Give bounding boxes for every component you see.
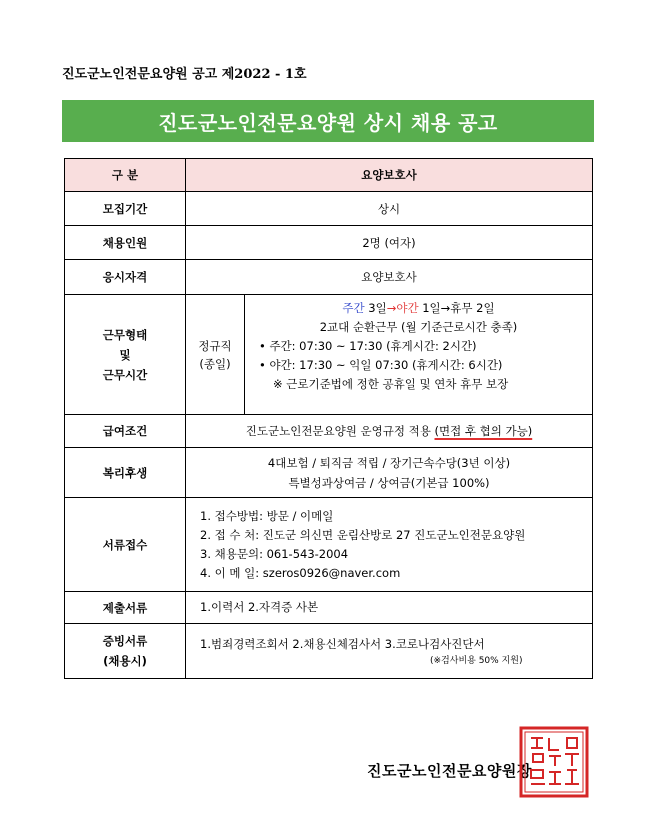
- qualification-value: 요양보호사: [186, 260, 593, 295]
- header-label: 구 분: [65, 159, 186, 192]
- application-method: 1. 접수방법: 방문 / 이메일: [200, 508, 334, 523]
- header-value: 요양보호사: [186, 159, 593, 192]
- day-count: 3일: [364, 301, 387, 315]
- day-hours-line: • 주간: 07:30 ~ 17:30 (휴게시간: 2시간): [259, 339, 477, 353]
- notice-number: 진도군노인전문요양원 공고 제2022 - 1호: [62, 67, 307, 82]
- holiday-note-line: ※ 근로기준법에 정한 공휴일 및 연차 휴무 보장: [273, 377, 509, 391]
- shift-line: 2교대 순환근무 (월 기준근로시간 충족): [319, 320, 518, 334]
- work-detail-cell: [186, 295, 593, 415]
- row-proof-docs: [65, 624, 593, 679]
- official-seal-icon: [519, 726, 589, 798]
- proof-docs-label-line-1: 증빙서류: [102, 634, 148, 648]
- salary-label: 급여조건: [65, 415, 186, 448]
- salary-value: [186, 415, 593, 448]
- work-label-line-2: 및: [119, 347, 131, 362]
- headcount-label: 채용인원: [65, 226, 186, 260]
- work-label: [65, 295, 186, 415]
- day-word: 주간: [342, 301, 365, 315]
- row-submit-docs: [65, 592, 593, 624]
- proof-docs-label: [65, 624, 186, 679]
- row-welfare: [65, 448, 593, 498]
- row-qualification: [65, 260, 593, 295]
- employment-type-line-2: (종일): [199, 356, 231, 371]
- employment-type-line-1: 정규직: [198, 338, 232, 353]
- arrow-symbol: →: [386, 301, 397, 315]
- employment-type: [186, 295, 245, 414]
- application-place: 2. 접 수 처: 진도군 의신면 운림산방로 27 진도군노인전문요양원: [200, 527, 526, 542]
- night-hours-line: • 야간: 17:30 ~ 익일 07:30 (휴게시간: 6시간): [259, 358, 503, 372]
- rotation-line: [245, 299, 592, 318]
- page-title: 진도군노인전문요양원 상시 채용 공고: [158, 110, 498, 135]
- welfare-line-2: 특별성과상여금 / 상여금(기본급 100%): [288, 475, 490, 490]
- salary-text: 진도군노인전문요양원 운영규정 적용: [245, 424, 435, 438]
- welfare-line-1: 4대보험 / 퇴직금 적립 / 장기근속수당(3년 이상): [267, 455, 511, 470]
- schedule-detail: [245, 295, 592, 414]
- headcount-value: 2명 (여자): [186, 226, 593, 260]
- welfare-label: 복리후생: [65, 448, 186, 498]
- work-label-line-1: 근무형태: [102, 327, 148, 342]
- qualification-label: 응시자격: [65, 260, 186, 295]
- work-label-line-3: 근무시간: [102, 367, 148, 382]
- welfare-value: [186, 448, 593, 498]
- table-header-row: [65, 159, 593, 192]
- submit-docs-value: 1.이력서 2.자격증 사본: [200, 600, 319, 614]
- row-recruitment-period: [65, 192, 593, 226]
- page-title-banner: [62, 100, 594, 142]
- application-inquiry: 3. 채용문의: 061-543-2004: [200, 546, 349, 561]
- period-label: 모집기간: [65, 192, 186, 226]
- application-value: [186, 498, 593, 592]
- submit-docs-value-cell: [186, 592, 593, 624]
- row-work-schedule: [65, 295, 593, 415]
- night-count: 1일→휴무 2일: [418, 301, 495, 315]
- period-value: 상시: [186, 192, 593, 226]
- recruitment-table: [64, 158, 593, 679]
- proof-docs-value-cell: [186, 624, 593, 679]
- proof-docs-value: 1.범죄경력조회서 2.채용신체검사서 3.코로나검사진단서: [200, 636, 485, 651]
- proof-docs-label-line-2: (채용시): [103, 654, 147, 668]
- application-email: 4. 이 메 일: szeros0926@naver.com: [200, 565, 401, 580]
- salary-negotiable: (면접 후 협의 가능): [434, 424, 533, 438]
- submit-docs-label: 제출서류: [65, 592, 186, 624]
- row-salary: [65, 415, 593, 448]
- application-label: 서류접수: [65, 498, 186, 592]
- row-application: [65, 498, 593, 592]
- row-headcount: [65, 226, 593, 260]
- proof-docs-note: (※검사비용 50% 지원): [430, 655, 523, 666]
- night-word: 야간: [396, 301, 419, 315]
- signer-name: 진도군노인전문요양원장: [367, 762, 532, 780]
